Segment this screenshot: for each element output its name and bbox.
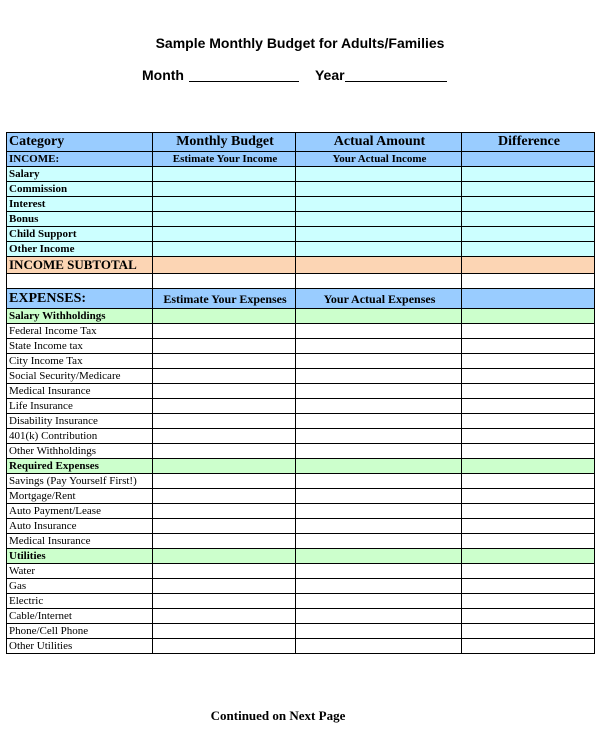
expense-mortgage-rent-difference-cell[interactable] [462,489,595,504]
expense-other-withholdings-budget-cell[interactable] [153,444,296,459]
expense-cable-internet-difference-cell[interactable] [462,609,595,624]
table-row [7,339,595,354]
income-commission-actual-cell[interactable] [296,182,462,197]
group-row [7,459,595,474]
group-required-expenses-difference-cell [462,459,595,474]
expense-city-income-tax-difference-cell[interactable] [462,354,595,369]
expense-city-income-tax-budget-cell[interactable] [153,354,296,369]
expense-water-difference-cell[interactable] [462,564,595,579]
expense-mortgage-rent-actual-cell[interactable] [296,489,462,504]
expense-401-k-contribution-budget-cell[interactable] [153,429,296,444]
expense-savings-pay-yourself-first-label: Savings (Pay Yourself First!) [7,474,153,489]
table-row [7,534,595,549]
income-subtotal-row [7,257,595,274]
expenses-actual-label: Your Actual Expenses [296,289,462,309]
table-row [7,624,595,639]
expense-electric-actual-cell[interactable] [296,594,462,609]
expenses-difference-cell [462,289,595,309]
income-bonus-label: Bonus [7,212,153,227]
income-salary-actual-cell[interactable] [296,167,462,182]
expense-cable-internet-label: Cable/Internet [7,609,153,624]
income-header-row [7,152,595,167]
expense-phone-cell-phone-actual-cell[interactable] [296,624,462,639]
income-bonus-actual-cell[interactable] [296,212,462,227]
expenses-label: EXPENSES: [7,289,153,309]
group-row [7,309,595,324]
expense-federal-income-tax-actual-cell[interactable] [296,324,462,339]
expense-social-security-medicare-budget-cell[interactable] [153,369,296,384]
spacer-row [7,274,595,289]
expense-life-insurance-difference-cell[interactable] [462,399,595,414]
expense-401-k-contribution-actual-cell[interactable] [296,429,462,444]
expense-gas-label: Gas [7,579,153,594]
income-subtotal-difference-cell[interactable] [462,257,595,274]
table-row [7,227,595,242]
expense-life-insurance-actual-cell[interactable] [296,399,462,414]
income-other-income-budget-cell[interactable] [153,242,296,257]
expense-phone-cell-phone-difference-cell[interactable] [462,624,595,639]
expense-auto-insurance-budget-cell[interactable] [153,519,296,534]
group-utilities-difference-cell [462,549,595,564]
expense-disability-insurance-actual-cell[interactable] [296,414,462,429]
budget-table [6,132,595,654]
expense-auto-payment-lease-budget-cell[interactable] [153,504,296,519]
group-row [7,549,595,564]
expense-life-insurance-budget-cell[interactable] [153,399,296,414]
expense-disability-insurance-difference-cell[interactable] [462,414,595,429]
group-salary-withholdings-label: Salary Withholdings [7,309,153,324]
income-salary-budget-cell[interactable] [153,167,296,182]
table-row [7,369,595,384]
group-utilities-label: Utilities [7,549,153,564]
group-salary-withholdings-difference-cell [462,309,595,324]
table-row [7,242,595,257]
expense-federal-income-tax-budget-cell[interactable] [153,324,296,339]
group-required-expenses-label: Required Expenses [7,459,153,474]
income-estimate-label: Estimate Your Income [153,152,296,167]
expense-auto-insurance-actual-cell[interactable] [296,519,462,534]
expenses-header-row [7,289,595,309]
expense-medical-insurance-budget-cell[interactable] [153,534,296,549]
table-row [7,519,595,534]
table-row [7,504,595,519]
expense-cable-internet-actual-cell[interactable] [296,609,462,624]
expense-city-income-tax-label: City Income Tax [7,354,153,369]
table-row [7,489,595,504]
expense-savings-pay-yourself-first-actual-cell[interactable] [296,474,462,489]
expense-state-income-tax-difference-cell[interactable] [462,339,595,354]
table-row [7,444,595,459]
table-row [7,429,595,444]
expense-federal-income-tax-difference-cell[interactable] [462,324,595,339]
expense-savings-pay-yourself-first-budget-cell[interactable] [153,474,296,489]
income-child-support-difference-cell[interactable] [462,227,595,242]
table-row [7,564,595,579]
income-commission-difference-cell[interactable] [462,182,595,197]
income-interest-label: Interest [7,197,153,212]
spacer-cell [296,274,462,289]
expense-water-actual-cell[interactable] [296,564,462,579]
expense-gas-difference-cell[interactable] [462,579,595,594]
expense-other-withholdings-difference-cell[interactable] [462,444,595,459]
group-required-expenses-budget-cell [153,459,296,474]
spacer-cell [153,274,296,289]
expense-state-income-tax-actual-cell[interactable] [296,339,462,354]
expense-medical-insurance-label: Medical Insurance [7,384,153,399]
expense-other-utilities-actual-cell[interactable] [296,639,462,654]
page-title: Sample Monthly Budget for Adults/Families [155,35,445,51]
expense-other-utilities-label: Other Utilities [7,639,153,654]
expense-federal-income-tax-label: Federal Income Tax [7,324,153,339]
expense-gas-actual-cell[interactable] [296,579,462,594]
expense-social-security-medicare-actual-cell[interactable] [296,369,462,384]
spacer-cell [7,274,153,289]
expense-mortgage-rent-label: Mortgage/Rent [7,489,153,504]
month-year-line [142,67,447,83]
expense-social-security-medicare-label: Social Security/Medicare [7,369,153,384]
income-other-income-actual-cell[interactable] [296,242,462,257]
table-row [7,384,595,399]
table-row [7,354,595,369]
table-row [7,579,595,594]
expense-phone-cell-phone-label: Phone/Cell Phone [7,624,153,639]
table-row [7,167,595,182]
expense-other-utilities-difference-cell[interactable] [462,639,595,654]
income-commission-budget-cell[interactable] [153,182,296,197]
group-salary-withholdings-budget-cell [153,309,296,324]
expense-savings-pay-yourself-first-difference-cell[interactable] [462,474,595,489]
expense-social-security-medicare-difference-cell[interactable] [462,369,595,384]
income-other-income-label: Other Income [7,242,153,257]
header-monthly-budget: Monthly Budget [153,133,296,152]
year-field[interactable] [345,67,447,82]
expense-401-k-contribution-difference-cell[interactable] [462,429,595,444]
income-subtotal-budget-cell[interactable] [153,257,296,274]
table-row [7,324,595,339]
income-bonus-difference-cell[interactable] [462,212,595,227]
expense-electric-label: Electric [7,594,153,609]
expense-auto-insurance-label: Auto Insurance [7,519,153,534]
expense-medical-insurance-actual-cell[interactable] [296,534,462,549]
expense-phone-cell-phone-budget-cell[interactable] [153,624,296,639]
expense-medical-insurance-difference-cell[interactable] [462,534,595,549]
month-label: Month [142,67,184,83]
expense-medical-insurance-actual-cell[interactable] [296,384,462,399]
expense-auto-payment-lease-label: Auto Payment/Lease [7,504,153,519]
income-interest-difference-cell[interactable] [462,197,595,212]
group-required-expenses-actual-cell [296,459,462,474]
expenses-estimate-label: Estimate Your Expenses [153,289,296,309]
expense-gas-budget-cell[interactable] [153,579,296,594]
expense-mortgage-rent-budget-cell[interactable] [153,489,296,504]
table-row [7,399,595,414]
income-actual-label: Your Actual Income [296,152,462,167]
income-interest-actual-cell[interactable] [296,197,462,212]
income-other-income-difference-cell[interactable] [462,242,595,257]
income-label: INCOME: [7,152,153,167]
expense-auto-insurance-difference-cell[interactable] [462,519,595,534]
expense-medical-insurance-label: Medical Insurance [7,534,153,549]
expense-disability-insurance-budget-cell[interactable] [153,414,296,429]
expense-other-withholdings-label: Other Withholdings [7,444,153,459]
expense-auto-payment-lease-actual-cell[interactable] [296,504,462,519]
expense-water-budget-cell[interactable] [153,564,296,579]
expense-electric-budget-cell[interactable] [153,594,296,609]
table-row [7,212,595,227]
expense-city-income-tax-actual-cell[interactable] [296,354,462,369]
expense-401-k-contribution-label: 401(k) Contribution [7,429,153,444]
header-actual-amount: Actual Amount [296,133,462,152]
header-difference: Difference [462,133,595,152]
table-row [7,197,595,212]
income-child-support-budget-cell[interactable] [153,227,296,242]
table-row [7,594,595,609]
income-child-support-label: Child Support [7,227,153,242]
header-category: Category [7,133,153,152]
group-utilities-actual-cell [296,549,462,564]
expense-other-utilities-budget-cell[interactable] [153,639,296,654]
expense-cable-internet-budget-cell[interactable] [153,609,296,624]
expense-auto-payment-lease-difference-cell[interactable] [462,504,595,519]
expense-water-label: Water [7,564,153,579]
income-commission-label: Commission [7,182,153,197]
income-difference-cell [462,152,595,167]
month-field[interactable] [189,67,299,82]
income-salary-label: Salary [7,167,153,182]
table-header-row [7,133,595,152]
table-row [7,609,595,624]
income-child-support-actual-cell[interactable] [296,227,462,242]
expense-life-insurance-label: Life Insurance [7,399,153,414]
income-interest-budget-cell[interactable] [153,197,296,212]
table-row [7,639,595,654]
expense-disability-insurance-label: Disability Insurance [7,414,153,429]
continued-note: Continued on Next Page [210,708,346,723]
table-row [7,474,595,489]
expense-other-withholdings-actual-cell[interactable] [296,444,462,459]
income-bonus-budget-cell[interactable] [153,212,296,227]
group-salary-withholdings-actual-cell [296,309,462,324]
income-salary-difference-cell[interactable] [462,167,595,182]
group-utilities-budget-cell [153,549,296,564]
table-row [7,182,595,197]
year-label: Year [314,67,345,83]
income-subtotal-actual-cell[interactable] [296,257,462,274]
expense-electric-difference-cell[interactable] [462,594,595,609]
table-row [7,414,595,429]
income-subtotal-label: INCOME SUBTOTAL [7,257,153,274]
expense-medical-insurance-budget-cell[interactable] [153,384,296,399]
expense-state-income-tax-budget-cell[interactable] [153,339,296,354]
expense-state-income-tax-label: State Income tax [7,339,153,354]
expense-medical-insurance-difference-cell[interactable] [462,384,595,399]
spacer-cell [462,274,595,289]
